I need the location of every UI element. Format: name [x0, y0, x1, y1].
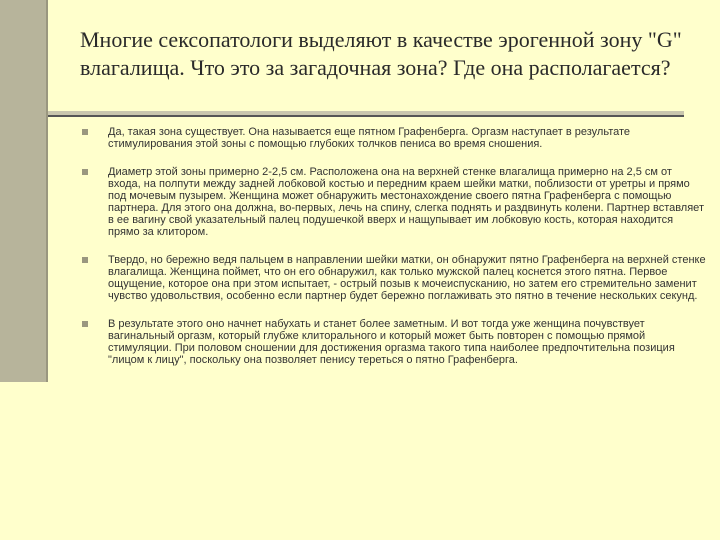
bullet-item-1 — [82, 126, 706, 150]
bullet-item-2 — [82, 166, 706, 238]
bullet-text: Да, такая зона существует. Она называется еще пятном Графенберга. Оргазм наступает в результате стимулирования этой зоны с помощью глубоких толчков пениса во время сношения. — [108, 126, 631, 150]
title-divider — [48, 115, 684, 117]
square-bullet-icon — [82, 257, 88, 263]
bullet-item-3 — [82, 254, 706, 302]
bullet-item-4 — [82, 318, 706, 366]
square-bullet-icon — [82, 129, 88, 135]
left-bar-edge — [46, 0, 48, 382]
square-bullet-icon — [82, 169, 88, 175]
square-bullet-icon — [82, 321, 88, 327]
slide-title: Многие сексопатологи выделяют в качестве эрогенной зону "G" влагалища. Что это за загадочная зона? Где она располагается? — [80, 27, 682, 80]
left-decorative-bar — [0, 0, 46, 382]
bullet-text: В результате этого оно начнет набухать и станет более заметным. И вот тогда уже женщина почувствует вагинальный оргазм, который глубже клиторального и который может быть повторен с помощью прямой стимуляции. При половом сношении для достижения оргазма такого типа наиболее предпочтительна позиция "лицом к лицу", поскольку она позволяет пенису тереться о пятно Графенберга. — [108, 318, 675, 366]
bullet-text: Твердо, но бережно ведя пальцем в направлении шейки матки, он обнаружит пятно Графенберга на верхней стенке влагалища. Женщина поймет, что он его обнаружил, как только мужской палец коснется этого пятна. Первое ощущение, которое она при этом испытает, - острый позыв к мочеиспусканию, но затем его стремительно заменит чувство удовольствия, особенно если партнер будет бережно поглаживать это пятно в течение нескольких секунд. — [108, 254, 706, 302]
slide-content — [82, 126, 706, 382]
bullet-text: Диаметр этой зоны примерно 2-2,5 см. Расположена она на верхней стенке влагалища примерно на 2,5 см от входа, на полпути между задней лобковой костью и передним краем шейки матки, поблизости от уретры и прямо под мочевым пузырем. Женщина может обнаружить местонахождение своего пятна Графенберга с помощью партнера. Для этого она должна, во-первых, лечь на спину, слегка поднять и раздвинуть колени. Партнер вставляет в ее вагину свой указательный палец подушечкой вверх и нащупывает им лобковую кость, которая находится прямо за клитором. — [108, 166, 704, 238]
